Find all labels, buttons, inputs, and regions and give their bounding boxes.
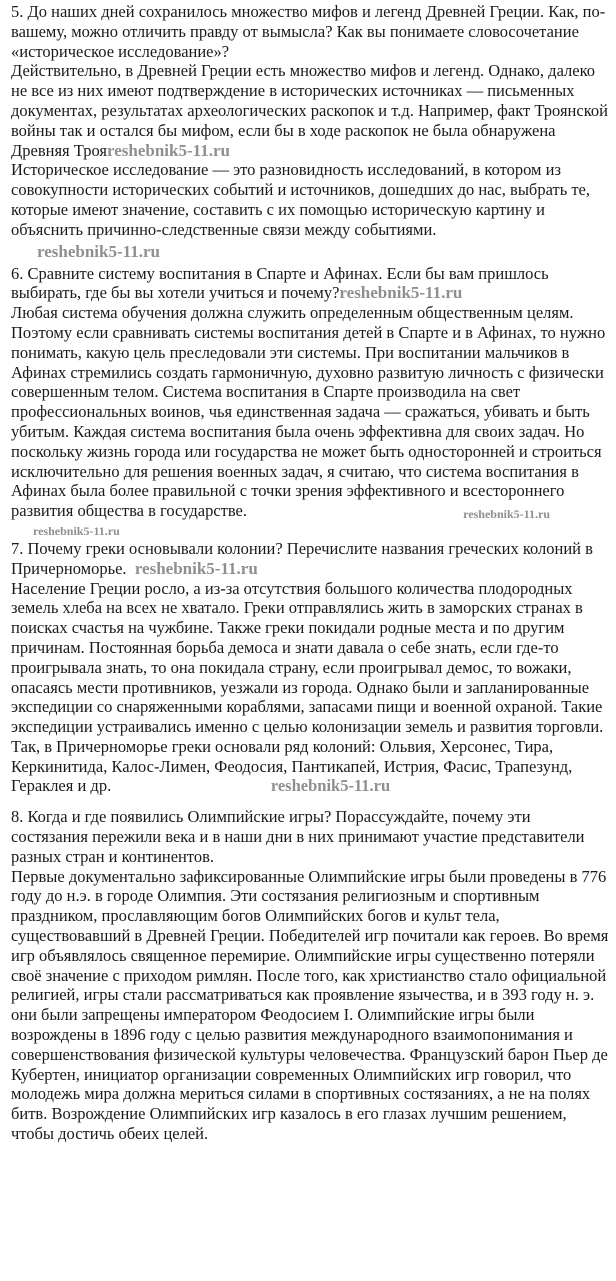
question-8-block [11,807,610,1144]
watermark-text: reshebnik5-11.ru [37,241,160,261]
question-5-text: 5. До наших дней сохранилось множество мифов и легенд Древней Греции. Как, по-вашему, можно отличить правду от вымысла? Как вы понимаете словосочетание «историческое исследование»? [11,2,606,61]
watermark-text: reshebnik5-11.ru [339,283,463,303]
question-7-block [11,539,610,795]
answer-6-text: Любая система обучения должна служить определенным общественным целям. Поэтому если сравнивать системы воспитания детей в Спарте и в Афинах, то нужно понимать, какую цель преследовали эти системы. При воспитании мальчиков в Афинах стремились создать гармоничную, духовно развитую личность с физически совершенным телом. Система воспитания в Спарте производила на свет профессиональных воинов, чья единственная задача — сражаться, убивать и быть убитым. Каждая система воспитания была очень эффективна для своих задач. Но поскольку жизнь города или государства не может быть односторонней и строиться исключительно для решения военных задач, я считаю, что система воспитания в Афинах была более правильной с точки зрения эффективного и всестороннего развития общества в государстве. [11,303,606,521]
question-6-text [11,264,610,304]
watermark-text: reshebnik5-11.ru [270,776,391,796]
question-7-label: 7. Почему греки основывали колонии? Перечислите названия греческих колоний в Причерноморье. [11,538,593,578]
answer-7-text: Население Греции росло, а из-за отсутствия большого количества плодородных земель хлеба на всех не хватало. Греки отправлялись жить в заморских странах в поисках счастья на чужбине. Также греки покидали родные места и по другим причинам. Постоянная борьба демоса и знати давала о себе знать, если где-то проигрывала знать, то она покидала страну, если проигрывал демос, то вожаки, опасаясь мести противников, уезжали из города. Однако были и запланированные экспедиции со снаряженными кораблями, запасами пищи и военной охраной. Такие экспедиции устраивались именно с целью колонизации земель и развития торговли. Так, в Причерноморье греки основали ряд колоний: Ольвия, Херсонес, Тира, Керкинитида, Калос-Лимен, Феодосия, Пантикапей, Истрия, Фасис, Трапезунд, Гераклея и др. [11,578,604,796]
watermark-text: reshebnik5-11.ru [33,523,120,538]
watermark-text: reshebnik5-11.ru [106,140,230,160]
answer-5-part-1: Действительно, в Древней Греции есть множество мифов и легенд. Однако, далеко не все из них имеют подтверждение в исторических источниках — письменных документах, результатах археологических раскопок и т.д. Например, факт Троянской войны так и остался бы мифом, если бы в ходе раскопок не была обнаружена Древняя Троя [11,61,608,160]
question-6-label: 6. Сравните систему воспитания в Спарте и Афинах. Если бы вам пришлось выбирать, где бы вы хотели учиться и почему? [11,263,549,303]
watermark-text: reshebnik5-11.ru [463,506,550,521]
answer-8-text: Первые документально зафиксированные Олимпийские игры были проведены в 776 году до н.э. в городе Олимпия. Эти состязания религиозным и спортивным праздником, прославляющим богов Олимпийских богов и культ тела, существовавший в Древней Греции. Победителей игр почитали как героев. Во время игр объявлялось священное перемирие. Олимпийские игры существенно потеряли своё значение с приходом римлян. После того, как христианство стало официальной религией, игры стали рассматриваться как проявление язычества, и в 393 году н. э. они были запрещены императором Феодосием I. Олимпийские игры были возрождены в 1896 году с целью развития международного взаимопонимания и совершенствования физической культуры человечества. Французский барон Пьер де Кубертен, инициатор организации современных Олимпийских игр говорил, что молодежь мира должна мериться силами в спортивных состязаниях, а не на полях битв. Возрождение Олимпийских игр казалось в его глазах лучшим решением, чтобы достичь обеих целей. [11,866,609,1144]
section-gap [11,795,610,807]
question-5-block [11,2,610,262]
question-8-text: 8. Когда и где появились Олимпийские игры? Порассуждайте, почему эти состязания пережили века и в наши дни в них принимают участие представители разных стран и континентов. [11,807,585,866]
answer-5-text [11,61,610,160]
question-7-text [11,539,610,579]
answer-5-continued: Историческое исследование — это разновидность исследований, в котором из совокупности исторических событий и источников, дошедших до нас, выбрать те, которые имеют значение, составить с их помощью историческую картину и объяснить причинно-следственные связи между событиями. [11,160,590,239]
question-6-block [11,264,610,539]
watermark-text: reshebnik5-11.ru [134,558,258,578]
